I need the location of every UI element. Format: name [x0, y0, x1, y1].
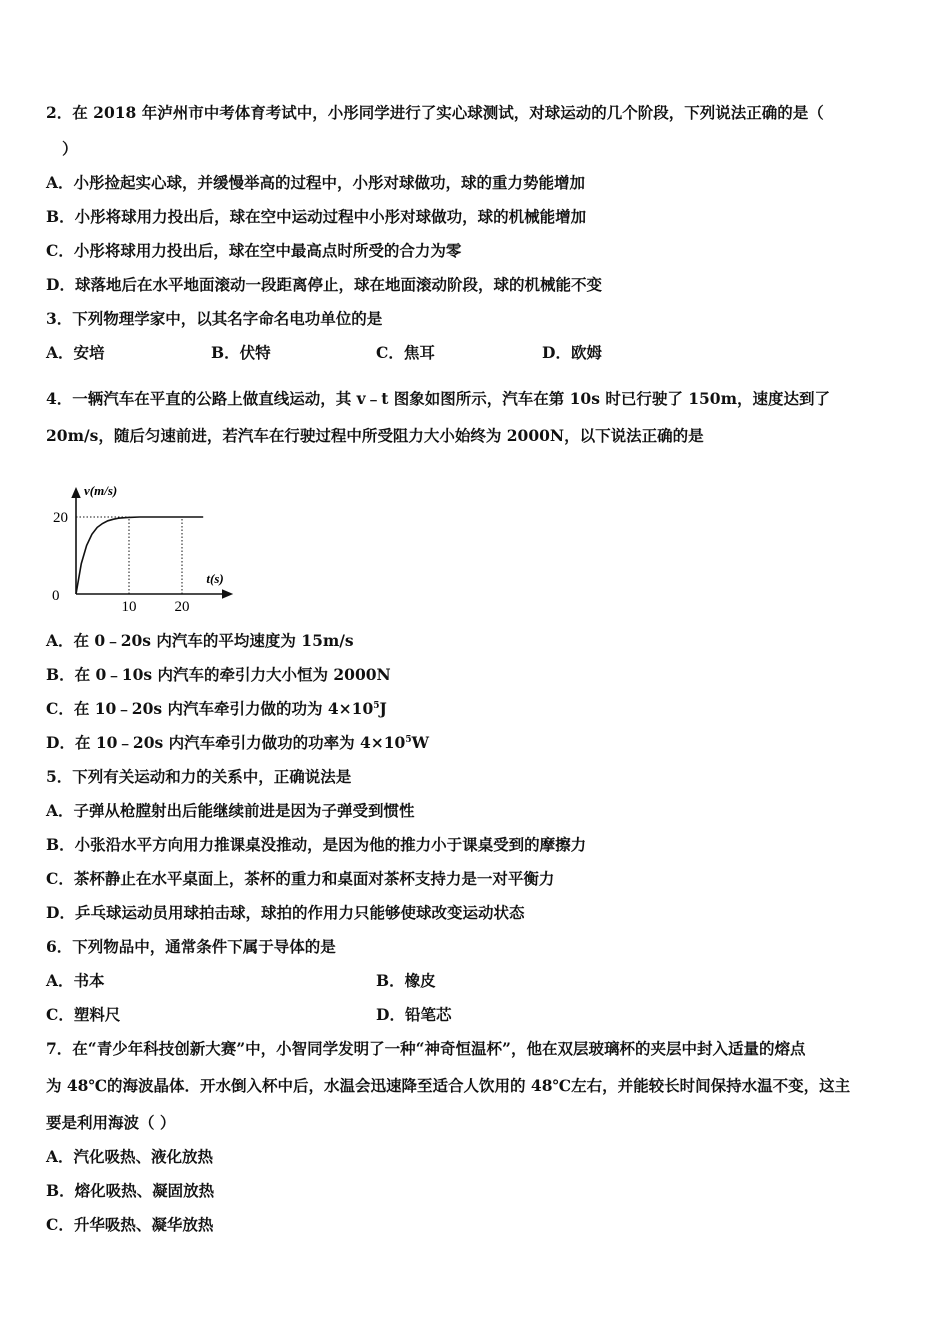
q4-option-d: D．在 10﹣20s 内汽车牵引力做功的功率为 $4\times 10^5W$ [46, 733, 430, 752]
q7-option-b: B．熔化吸热、凝固放热 [46, 1181, 215, 1200]
q6-stem: 6．下列物品中，通常条件下属于导体的是 [46, 937, 336, 956]
q5-option-a: A．子弹从枪膛射出后能继续前进是因为子弹受到惯性 [46, 801, 415, 820]
q3-option-a: A．安培 [46, 343, 105, 362]
q6-option-a: A．书本 [46, 971, 105, 990]
q5-option-d: D．乒乓球运动员用球拍击球，球拍的作用力只能够使球改变运动状态 [46, 903, 525, 922]
q3-option-b: B．伏特 [211, 343, 271, 362]
q4-stem-line1: 4．一辆汽车在平直的公路上做直线运动，其 v﹣t 图象如图所示，汽车在第 10s 时已行驶了 150m，速度达到了 [46, 389, 830, 408]
q7-stem-line3: 要是利用海波（ ） [46, 1113, 176, 1132]
vt-graph [44, 470, 244, 620]
q2-option-d: D．球落地后在水平地面滚动一段距离停止，球在地面滚动阶段，球的机械能不变 [46, 275, 602, 294]
q2-option-c: C．小彤将球用力投出后，球在空中最高点时所受的合力为零 [46, 241, 462, 260]
q3-stem: 3．下列物理学家中，以其名字命名电功单位的是 [46, 309, 383, 328]
x-tick-label-20: 20 [174, 599, 190, 615]
q7-stem-line1: 7．在“青少年科技创新大赛”中，小智同学发明了一种“神奇恒温杯”，他在双层玻璃杯的夹层中封入适量的熔点 [46, 1039, 806, 1058]
q5-option-c: C．茶杯静止在水平桌面上，茶杯的重力和桌面对茶杯支持力是一对平衡力 [46, 869, 555, 888]
q4-stem-line2: 20m/s，随后匀速前进，若汽车在行驶过程中所受阻力大小始终为 2000N，以下说法正确的是 [46, 426, 704, 445]
q7-option-c: C．升华吸热、凝华放热 [46, 1215, 214, 1234]
q2-option-b: B．小彤将球用力投出后，球在空中运动过程中小彤对球做功，球的机械能增加 [46, 207, 587, 226]
q6-option-c: C．塑料尺 [46, 1005, 121, 1024]
q5-stem: 5．下列有关运动和力的关系中，正确说法是 [46, 767, 352, 786]
q2-option-a: A．小彤捡起实心球，并缓慢举高的过程中，小彤对球做功，球的重力势能增加 [46, 173, 586, 192]
q6-option-d: D．铅笔芯 [376, 1005, 452, 1024]
x-tick-label-10: 10 [121, 599, 137, 615]
q4-option-c: C．在 10﹣20s 内汽车牵引力做的功为 $4\times 10^5J$ [46, 699, 387, 718]
q7-stem-line2: 为 48℃的海波晶体．开水倒入杯中后，水温会迅速降至适合人饮用的 48℃左右，并能较长时间保持水温不变，这主 [46, 1076, 851, 1095]
y-tick-label-20: 20 [53, 510, 68, 526]
q6-option-b: B．橡皮 [376, 971, 436, 990]
q3-option-d: D．欧姆 [542, 343, 602, 362]
q5-option-b: B．小张沿水平方向用力推课桌没推动，是因为他的推力小于课桌受到的摩擦力 [46, 835, 587, 854]
x-axis-label: t(s) [206, 571, 224, 586]
q2-stem-line1: 2．在 2018 年泸州市中考体育考试中，小彤同学进行了实心球测试，对球运动的几个阶段，下列说法正确的是（ [46, 103, 824, 122]
y-axis-label: v(m/s) [84, 482, 118, 498]
q7-option-a: A．汽化吸热、液化放热 [46, 1147, 214, 1166]
q3-option-c: C．焦耳 [376, 343, 435, 362]
q4-option-a: A．在 0﹣20s 内汽车的平均速度为 15m/s [46, 631, 354, 650]
q2-stem-line2: ） [62, 139, 78, 158]
q4-option-b: B．在 0﹣10s 内汽车的牵引力大小恒为 2000N [46, 665, 391, 684]
velocity-curve [76, 517, 203, 594]
origin-label: 0 [52, 588, 60, 604]
